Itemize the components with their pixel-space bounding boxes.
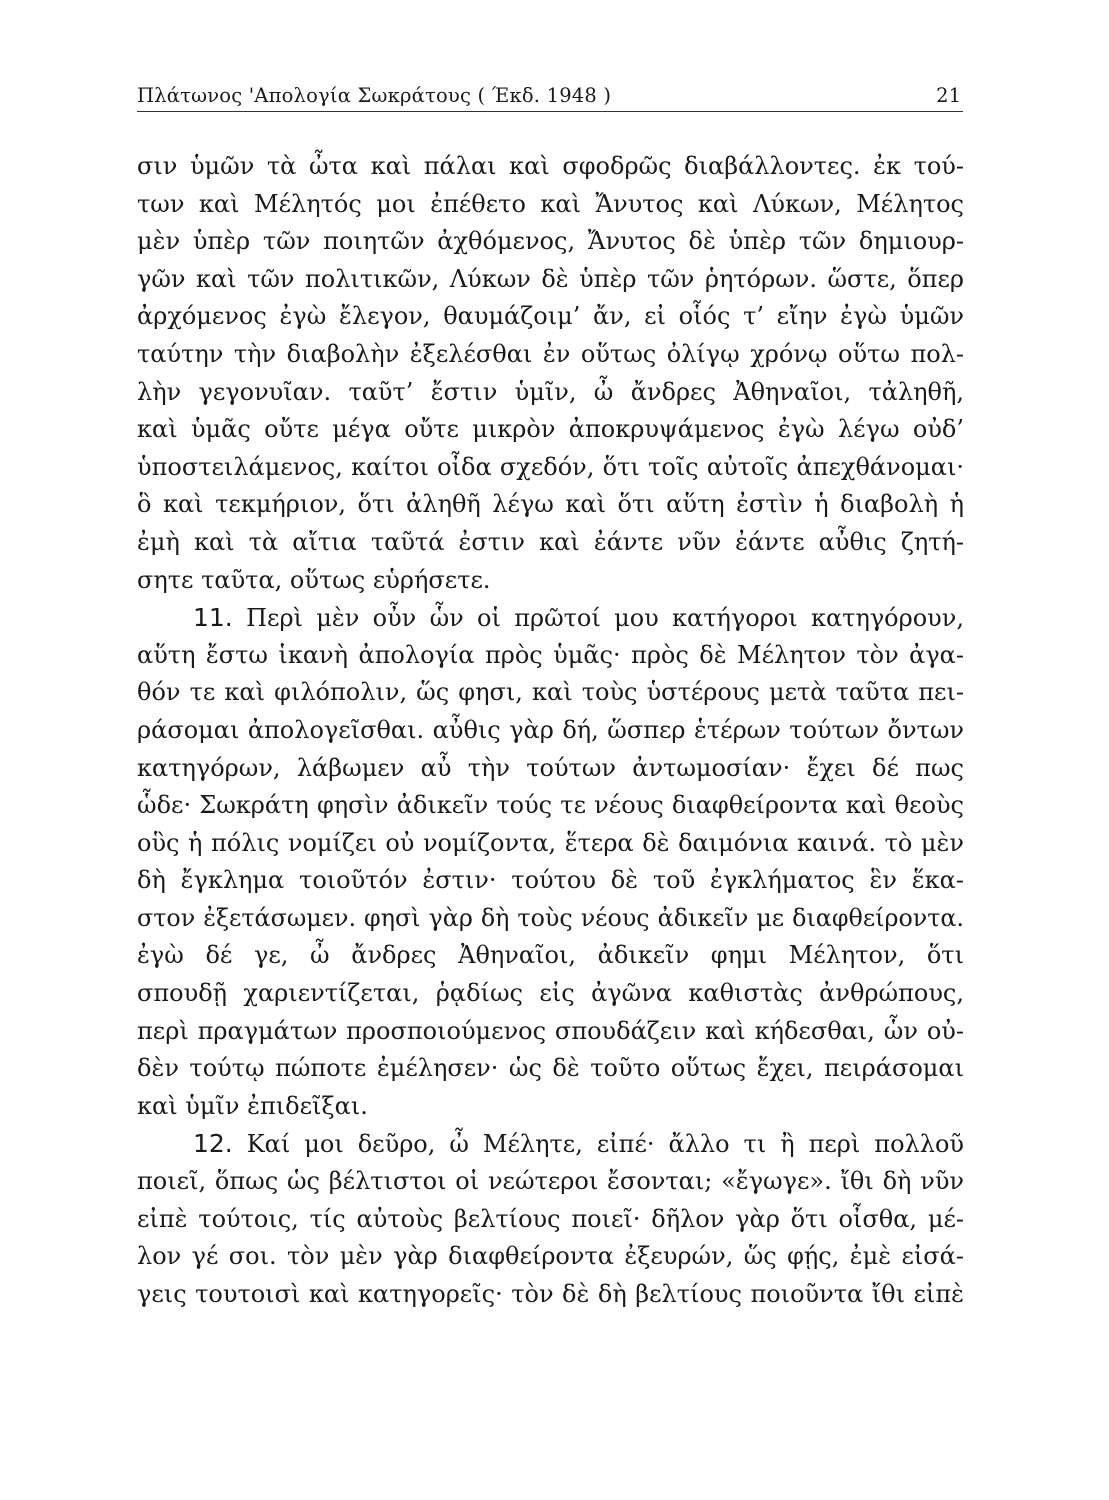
text-line: ἀρχόμενος ἐγὼ ἔλεγον, θαυμάζοιμ’ ἄν, εἰ οἷός τ’ εἴην ἐγὼ ὑμῶν <box>137 302 964 331</box>
body-text <box>137 148 964 1313</box>
text-line: ὃ καὶ τεκμήριον, ὅτι ἀληθῆ λέγω καὶ ὅτι αὕτη ἐστὶν ἡ διαβολὴ ἡ <box>137 490 964 519</box>
text-line: σητε ταῦτα, οὕτως εὑρήσετε. <box>137 565 491 594</box>
text-line: εἰπὲ τούτοις, τίς αὐτοὺς βελτίους ποιεῖ· δῆλον γὰρ ὅτι οἶσθα, μέ- <box>137 1204 964 1233</box>
text-line: στον ἐξετάσωμεν. φησὶ γὰρ δὴ τοὺς νέους ἀδικεῖν με διαφθείροντα. <box>137 903 964 932</box>
text-line: των καὶ Μέλητός μοι ἐπέθετο καὶ Ἄνυτος καὶ Λύκων, Μέλητος <box>137 189 964 218</box>
text-line: ράσομαι ἀπολογεῖσθαι. αὖθις γὰρ δή, ὥσπερ ἑτέρων τούτων ὄντων <box>137 715 964 744</box>
text-line: ὧδε· Σωκράτη φησὶν ἀδικεῖν τούς τε νέους διαφθείροντα καὶ θεοὺς <box>137 791 964 820</box>
section-number: 12. <box>193 1129 233 1159</box>
text-line: αὕτη ἔστω ἱκανὴ ἀπολογία πρὸς ὑμᾶς· πρὸς δὲ Μέλητον τὸν ἀγα- <box>137 640 964 669</box>
text-line: λὴν γεγονυῖαν. ταῦτ’ ἔστιν ὑμῖν, ὦ ἄνδρες Ἀθηναῖοι, τἀληθῆ, <box>137 377 964 406</box>
text-line: περὶ πραγμάτων προσποιούμενος σπουδάζειν καὶ κήδεσθαι, ὧν οὐ- <box>137 1016 964 1045</box>
text-line: μὲν ὑπὲρ τῶν ποιητῶν ἀχθόμενος, Ἄνυτος δὲ ὑπὲρ τῶν δημιουρ- <box>137 227 964 256</box>
section-11-first-line <box>137 599 964 637</box>
text-line: δὴ ἔγκλημα τοιοῦτόν ἐστιν· τούτου δὲ τοῦ ἐγκλήματος ἓν ἕκα- <box>137 866 964 895</box>
text-line: σιν ὑμῶν τὰ ὦτα καὶ πάλαι καὶ σφοδρῶς διαβάλλοντες. ἐκ τού- <box>137 152 964 180</box>
header-title: Πλάτωνος 'Απολογία Σωκράτους ( Έκδ. 1948 ) <box>137 84 612 107</box>
text-line: ταύτην τὴν διαβολὴν ἐξελέσθαι ἐν οὕτως ὀλίγῳ χρόνῳ οὕτω πολ- <box>137 339 964 368</box>
text-line: ὑποστειλάμενος, καίτοι οἶδα σχεδόν, ὅτι τοῖς αὐτοῖς ἀπεχθάνομαι· <box>137 452 964 481</box>
text-line: γεις τουτοισὶ καὶ κατηγορεῖς· τὸν δὲ δὴ βελτίους ποιοῦντα ἴθι εἰπὲ <box>137 1279 964 1308</box>
text-line: Περὶ μὲν οὖν ὧν οἱ πρῶτοί μου κατήγοροι κατηγόρουν, <box>246 604 964 633</box>
text-line: δὲν τούτῳ πώποτε ἐμέλησεν· ὡς δὲ τοῦτο οὕτως ἔχει, πειράσομαι <box>137 1054 964 1083</box>
text-line: λον γέ σοι. τὸν μὲν γὰρ διαφθείροντα ἐξευρών, ὥς φῄς, ἐμὲ εἰσά- <box>137 1242 964 1271</box>
text-line: ποιεῖ, ὅπως ὡς βέλτιστοι οἱ νεώτεροι ἔσονται; «ἔγωγε». ἴθι δὴ νῦν <box>137 1167 964 1196</box>
text-line: οὓς ἡ πόλις νομίζει οὐ νομίζοντα, ἕτερα δὲ δαιμόνια καινά. τὸ μὲν <box>137 828 964 857</box>
header-rule <box>137 111 963 112</box>
text-line: καὶ ὑμῖν ἐπιδεῖξαι. <box>137 1091 368 1120</box>
text-line: θόν τε καὶ φιλόπολιν, ὥς φησι, καὶ τοὺς ὑστέρους μετὰ ταῦτα πει- <box>137 678 964 707</box>
running-header <box>137 82 963 114</box>
section-12-first-line <box>137 1125 964 1163</box>
page-number: 21 <box>936 84 961 107</box>
section-number: 11. <box>193 603 233 633</box>
text-line: καὶ ὑμᾶς οὔτε μέγα οὔτε μικρὸν ἀποκρυψάμενος ἐγὼ λέγω οὐδ’ <box>137 415 964 444</box>
text-line: ἐμὴ καὶ τὰ αἴτια ταῦτά ἐστιν καὶ ἐάντε νῦν ἐάντε αὖθις ζητή- <box>137 527 964 556</box>
text-line: σπουδῇ χαριεντίζεται, ῥᾳδίως εἰς ἀγῶνα καθιστὰς ἀνθρώπους, <box>137 979 964 1008</box>
text-line: ἐγὼ δέ γε, ὦ ἄνδρες Ἀθηναῖοι, ἀδικεῖν φημι Μέλητον, ὅτι <box>137 941 964 970</box>
text-line: κατηγόρων, λάβωμεν αὖ τὴν τούτων ἀντωμοσίαν· ἔχει δέ πως <box>137 753 964 782</box>
text-line: γῶν καὶ τῶν πολιτικῶν, Λύκων δὲ ὑπὲρ τῶν ῥητόρων. ὥστε, ὅπερ <box>137 264 964 293</box>
text-line: Καί μοι δεῦρο, ὦ Μέλητε, εἰπέ· ἄλλο τι ἢ περὶ πολλοῦ <box>246 1130 964 1159</box>
